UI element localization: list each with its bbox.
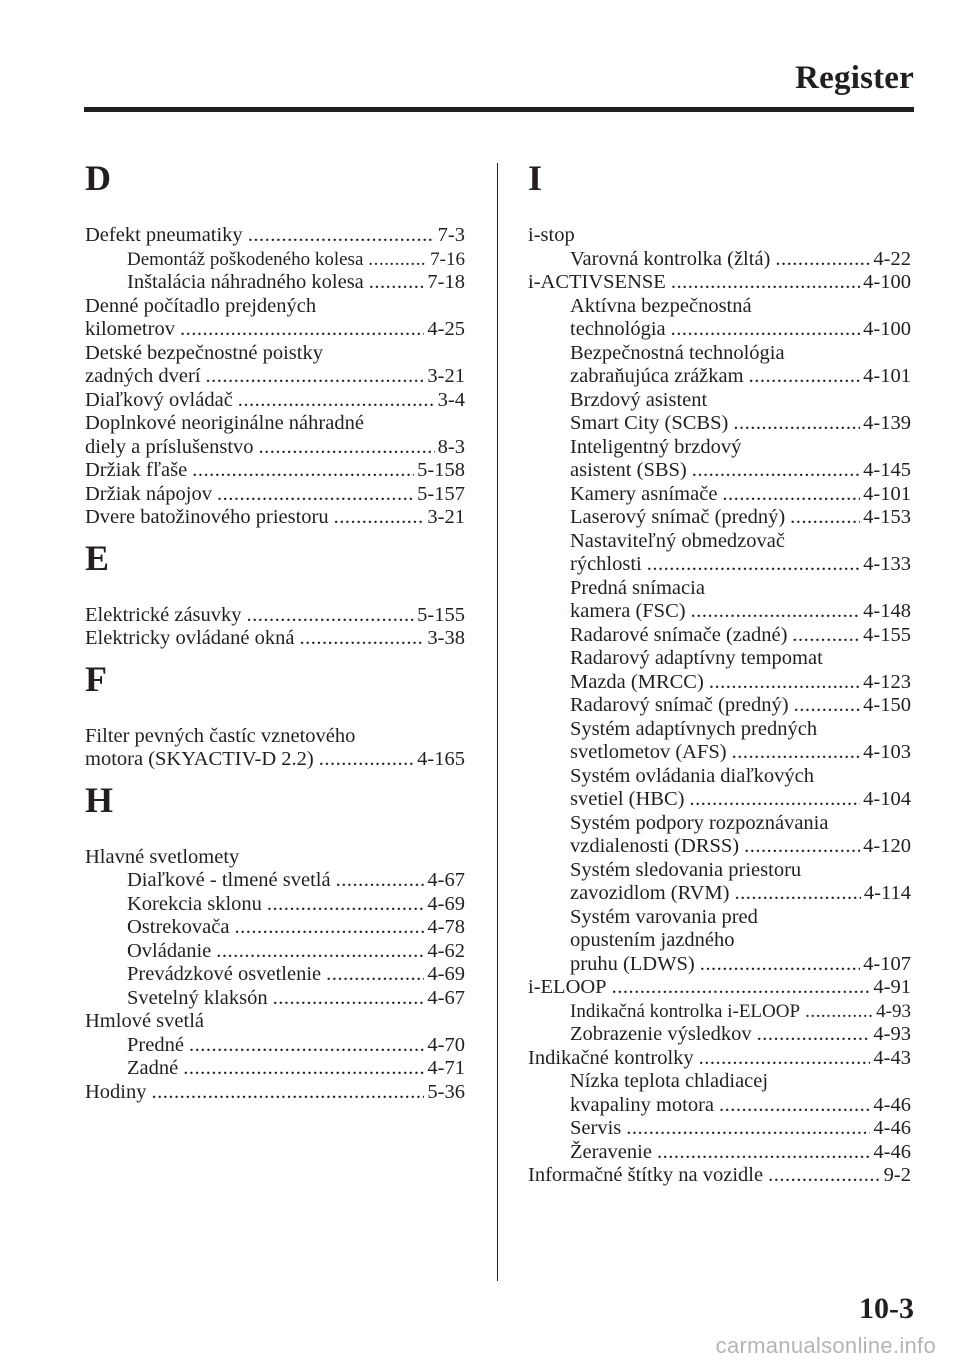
entry-label: Systém ovládania diaľkových xyxy=(570,764,815,787)
dot-leader xyxy=(259,436,435,460)
entry-page-ref: 4-145 xyxy=(863,459,911,481)
index-entry xyxy=(85,412,465,436)
entry-label: Systém podpory rozpoznávania xyxy=(570,811,829,834)
entry-label: Radarové snímače (zadné) xyxy=(570,623,788,646)
index-entry xyxy=(528,1117,911,1141)
index-entry xyxy=(528,248,911,272)
entry-label: Radarový adaptívny tempomat xyxy=(570,647,823,669)
entry-page-ref: 4-107 xyxy=(863,952,911,975)
dot-leader xyxy=(319,748,414,772)
entry-label: Smart City (SCBS) xyxy=(570,412,729,434)
entry-label: Inteligentný brzdový xyxy=(570,435,742,458)
dot-leader xyxy=(709,671,860,695)
index-entry xyxy=(528,295,911,319)
index-entry xyxy=(528,271,911,295)
index-entry xyxy=(528,412,911,436)
dot-leader xyxy=(334,506,425,530)
index-section-e xyxy=(85,538,465,651)
entry-page-ref: 4-70 xyxy=(427,1033,465,1056)
entry-page-ref: 4-120 xyxy=(863,835,911,857)
entry-label: Systém varovania pred xyxy=(570,905,758,928)
entry-page-ref: 4-69 xyxy=(427,963,465,985)
index-entry xyxy=(85,318,465,342)
entry-page-ref: 3-38 xyxy=(427,627,465,649)
entry-page-ref: 4-148 xyxy=(863,600,911,622)
index-entry xyxy=(85,987,465,1011)
dot-leader xyxy=(775,248,870,272)
index-entry xyxy=(528,553,911,577)
index-entry xyxy=(85,248,465,272)
index-entry xyxy=(85,389,465,413)
entry-label: Aktívna bezpečnostná xyxy=(570,294,752,317)
index-column-left xyxy=(85,150,465,1104)
index-column-right xyxy=(528,150,911,1188)
index-entry xyxy=(85,627,465,651)
entry-label: svetiel (HBC) xyxy=(570,788,685,810)
index-entry xyxy=(85,436,465,460)
index-entry xyxy=(528,577,911,601)
dot-leader xyxy=(719,1094,870,1118)
index-entry xyxy=(85,846,465,870)
index-entry xyxy=(528,459,911,483)
entry-label: Nízka teplota chladiacej xyxy=(570,1070,769,1092)
entry-label: zabraňujúca zrážkam xyxy=(570,365,744,387)
dot-leader xyxy=(612,976,871,1000)
dot-leader xyxy=(692,459,860,483)
page-number: 10-3 xyxy=(859,1292,914,1325)
dot-leader xyxy=(326,963,424,987)
dot-leader xyxy=(299,627,424,651)
entry-label: Držiak fľaše xyxy=(85,459,188,481)
index-entry xyxy=(528,929,911,953)
index-section-f xyxy=(85,659,465,772)
dot-leader xyxy=(247,604,415,628)
index-entry xyxy=(85,604,465,628)
index-entry xyxy=(528,342,911,366)
dot-leader xyxy=(805,1000,873,1024)
index-entry xyxy=(528,976,911,1000)
index-entry xyxy=(85,295,465,319)
index-entry xyxy=(528,835,911,859)
index-entry xyxy=(528,506,911,530)
entry-page-ref: 3-4 xyxy=(437,388,465,411)
entry-label: Hodiny xyxy=(85,1080,147,1103)
watermark: carmanualsonline.info xyxy=(715,1333,936,1358)
index-entry xyxy=(528,436,911,460)
index-entry xyxy=(85,940,465,964)
entry-label: i-ACTIVSENSE xyxy=(528,271,666,293)
index-entry xyxy=(528,530,911,554)
index-entry xyxy=(528,859,911,883)
dot-leader xyxy=(699,1047,871,1071)
section-letter: I xyxy=(528,158,543,198)
index-entry xyxy=(528,1023,911,1047)
entry-label: Denné počítadlo prejdených xyxy=(85,294,317,317)
entry-page-ref: 4-91 xyxy=(873,976,911,998)
index-entry xyxy=(528,1141,911,1165)
entry-label: Kamery asnímače xyxy=(570,482,718,505)
entry-label: Ostrekovača xyxy=(127,916,230,938)
entry-page-ref: 5-158 xyxy=(417,459,465,481)
column-divider xyxy=(497,163,498,1281)
index-section-h xyxy=(85,780,465,1105)
entry-label: diely a príslušenstvo xyxy=(85,435,254,458)
dot-leader xyxy=(768,1164,881,1188)
entry-page-ref: 4-101 xyxy=(863,365,911,387)
index-entry xyxy=(528,906,911,930)
entry-page-ref: 4-78 xyxy=(427,916,465,938)
dot-leader xyxy=(671,318,861,342)
index-section-d xyxy=(85,158,465,530)
dot-leader xyxy=(744,835,860,859)
entry-label: Držiak nápojov xyxy=(85,482,212,505)
entry-label: Žeravenie xyxy=(570,1140,652,1163)
entry-page-ref: 3-21 xyxy=(427,506,465,528)
index-entry xyxy=(85,916,465,940)
entry-label: Prevádzkové osvetlenie xyxy=(127,963,322,985)
dot-leader xyxy=(732,741,861,765)
entry-label: Hlavné svetlomety xyxy=(85,845,240,868)
entry-page-ref: 5-157 xyxy=(417,482,465,505)
entry-label: Defekt pneumatiky xyxy=(85,224,243,246)
entry-page-ref: 4-67 xyxy=(427,869,465,891)
entry-page-ref: 5-155 xyxy=(417,603,465,626)
entry-label: Servis xyxy=(570,1117,622,1139)
entry-label: Indikačné kontrolky xyxy=(528,1046,694,1069)
entry-label: Elektrické zásuvky xyxy=(85,603,242,626)
entry-page-ref: 4-114 xyxy=(863,882,911,904)
entry-label: Svetelný klaksón xyxy=(127,986,268,1009)
dot-leader xyxy=(238,389,435,413)
entry-label: i-stop xyxy=(528,224,575,246)
index-entry xyxy=(85,869,465,893)
entry-page-ref: 4-104 xyxy=(863,788,911,810)
entry-label: Bezpečnostná technológia xyxy=(570,341,785,364)
dot-leader xyxy=(192,459,414,483)
index-entry xyxy=(85,1081,465,1105)
index-entry xyxy=(528,741,911,765)
dot-leader xyxy=(792,624,860,648)
index-entry xyxy=(85,271,465,295)
index-entry xyxy=(528,624,911,648)
dot-leader xyxy=(757,1023,871,1047)
entry-page-ref: 4-22 xyxy=(873,247,911,270)
entry-page-ref: 4-93 xyxy=(873,1023,911,1045)
entry-label: Systém adaptívnych predných xyxy=(570,717,818,740)
index-entry xyxy=(528,694,911,718)
dot-leader xyxy=(734,882,860,906)
index-entry xyxy=(528,483,911,507)
entry-label: kvapaliny motora xyxy=(570,1093,715,1116)
index-entry xyxy=(528,647,911,671)
dot-leader xyxy=(183,1057,424,1081)
entry-page-ref: 4-153 xyxy=(863,506,911,528)
index-entry xyxy=(85,1057,465,1081)
dot-leader xyxy=(700,953,860,977)
dot-leader xyxy=(273,987,425,1011)
entry-page-ref: 7-3 xyxy=(437,224,465,246)
dot-leader xyxy=(691,600,861,624)
entry-label: Radarový snímač (predný) xyxy=(570,694,789,716)
entry-page-ref: 4-155 xyxy=(863,623,911,646)
entry-label: zadných dverí xyxy=(85,365,201,387)
entry-label: Predné xyxy=(127,1033,184,1056)
section-letter: D xyxy=(85,158,111,198)
entry-page-ref: 7-16 xyxy=(430,248,465,270)
index-entry xyxy=(528,953,911,977)
entry-page-ref: 9-2 xyxy=(883,1164,911,1186)
entry-label: pruhu (LDWS) xyxy=(570,952,695,975)
index-entry xyxy=(528,389,911,413)
dot-leader xyxy=(626,1117,870,1141)
dot-leader xyxy=(790,506,860,530)
dot-leader xyxy=(722,483,860,507)
entry-page-ref: 4-100 xyxy=(863,271,911,293)
entry-label: Varovná kontrolka (žltá) xyxy=(570,247,771,270)
entry-label: Korekcia sklonu xyxy=(127,892,262,915)
index-entry xyxy=(85,1034,465,1058)
index-entry xyxy=(528,1094,911,1118)
index-entry xyxy=(85,342,465,366)
section-letter: E xyxy=(85,537,110,578)
entry-page-ref: 4-62 xyxy=(427,939,465,962)
index-entry xyxy=(85,483,465,507)
entry-label: kamera (FSC) xyxy=(570,600,686,622)
entry-label: Inštalácia náhradného kolesa xyxy=(127,271,364,293)
entry-page-ref: 4-123 xyxy=(863,670,911,693)
dot-leader xyxy=(368,248,427,272)
entry-page-ref: 4-46 xyxy=(873,1140,911,1163)
entry-page-ref: 4-25 xyxy=(427,318,465,340)
dot-leader xyxy=(647,553,860,577)
entry-label: Ovládanie xyxy=(127,939,212,962)
entry-label: Informačné štítky na vozidle xyxy=(528,1164,764,1186)
index-entry xyxy=(528,671,911,695)
entry-label: zavozidlom (RVM) xyxy=(570,882,730,904)
entry-page-ref: 4-93 xyxy=(876,1000,911,1022)
entry-label: kilometrov xyxy=(85,318,175,340)
index-entry xyxy=(528,1070,911,1094)
entry-label: Zobrazenie výsledkov xyxy=(570,1023,752,1045)
entry-page-ref: 4-71 xyxy=(427,1057,465,1079)
entry-label: asistent (SBS) xyxy=(570,459,687,481)
entry-page-ref: 4-46 xyxy=(873,1117,911,1139)
entry-label: technológia xyxy=(570,318,666,340)
index-entry xyxy=(528,812,911,836)
index-entry xyxy=(85,459,465,483)
entry-page-ref: 4-69 xyxy=(427,892,465,915)
entry-label: Demontáž poškodeného kolesa xyxy=(127,248,364,270)
index-entry xyxy=(528,600,911,624)
entry-page-ref: 4-133 xyxy=(863,553,911,575)
index-entry xyxy=(528,224,911,248)
entry-page-ref: 4-46 xyxy=(873,1093,911,1116)
entry-page-ref: 4-165 xyxy=(417,748,465,770)
index-entry xyxy=(528,1164,911,1188)
index-entry xyxy=(85,1010,465,1034)
dot-leader xyxy=(749,365,861,389)
entry-label: rýchlosti xyxy=(570,553,642,575)
index-entry xyxy=(528,788,911,812)
dot-leader xyxy=(152,1081,425,1105)
entry-label: Hmlové svetlá xyxy=(85,1010,204,1032)
entry-label: Predná snímacia xyxy=(570,576,705,599)
entry-label: Nastaviteľný obmedzovač xyxy=(570,529,785,552)
entry-page-ref: 4-67 xyxy=(427,986,465,1009)
index-entry xyxy=(528,718,911,742)
dot-leader xyxy=(180,318,424,342)
dot-leader xyxy=(671,271,860,295)
index-entry xyxy=(528,765,911,789)
entry-label: Elektricky ovládané okná xyxy=(85,627,295,649)
entry-label: Mazda (MRCC) xyxy=(570,670,704,693)
entry-page-ref: 4-43 xyxy=(873,1046,911,1069)
entry-label: Filter pevných častíc vznetového xyxy=(85,724,356,747)
entry-page-ref: 4-101 xyxy=(863,482,911,505)
dot-leader xyxy=(369,271,425,295)
entry-page-ref: 8-3 xyxy=(437,435,465,458)
index-entry xyxy=(528,1000,911,1024)
entry-label: Laserový snímač (predný) xyxy=(570,506,786,528)
dot-leader xyxy=(216,940,424,964)
entry-page-ref: 3-21 xyxy=(427,365,465,387)
section-letter: H xyxy=(85,779,114,820)
entry-label: Zadné xyxy=(127,1057,179,1079)
index-section-i xyxy=(528,158,911,1188)
section-letter: F xyxy=(85,658,107,699)
dot-leader xyxy=(217,483,414,507)
header-rule xyxy=(84,107,914,112)
entry-page-ref: 5-36 xyxy=(427,1080,465,1103)
entry-label: Systém sledovania priestoru xyxy=(570,858,802,881)
index-entry xyxy=(528,318,911,342)
entry-label: Diaľkové - tlmené svetlá xyxy=(127,869,331,891)
entry-page-ref: 4-100 xyxy=(863,318,911,340)
index-entry xyxy=(85,893,465,917)
dot-leader xyxy=(657,1141,870,1165)
index-entry xyxy=(85,365,465,389)
index-entry xyxy=(528,1047,911,1071)
entry-label: motora (SKYACTIV-D 2.2) xyxy=(85,748,314,770)
dot-leader xyxy=(248,224,435,248)
index-entry xyxy=(85,224,465,248)
dot-leader xyxy=(733,412,860,436)
index-entry xyxy=(85,725,465,749)
entry-label: Diaľkový ovládač xyxy=(85,388,233,411)
dot-leader xyxy=(206,365,425,389)
entry-label: svetlometov (AFS) xyxy=(570,741,727,763)
dot-leader xyxy=(267,893,425,917)
entry-page-ref: 4-139 xyxy=(863,412,911,434)
entry-page-ref: 4-150 xyxy=(863,694,911,716)
dot-leader xyxy=(234,916,424,940)
index-entry xyxy=(528,882,911,906)
entry-label: i-ELOOP xyxy=(528,976,607,998)
entry-label: Brzdový asistent xyxy=(570,388,708,411)
index-entry xyxy=(85,748,465,772)
index-entry xyxy=(528,365,911,389)
entry-page-ref: 7-18 xyxy=(427,271,465,293)
entry-label: opustením jazdného xyxy=(570,929,735,951)
index-entry xyxy=(85,963,465,987)
dot-leader xyxy=(689,788,860,812)
entry-label: Doplnkové neoriginálne náhradné xyxy=(85,412,364,434)
entry-label: Detské bezpečnostné poistky xyxy=(85,341,323,364)
entry-page-ref: 4-103 xyxy=(863,741,911,763)
entry-label: Dvere batožinového priestoru xyxy=(85,506,329,528)
page-title: Register xyxy=(795,60,914,96)
entry-label: Indikačná kontrolka i-ELOOP xyxy=(570,1000,801,1022)
index-entry xyxy=(85,506,465,530)
dot-leader xyxy=(189,1034,424,1058)
entry-label: vzdialenosti (DRSS) xyxy=(570,835,740,857)
dot-leader xyxy=(336,869,425,893)
dot-leader xyxy=(794,694,861,718)
